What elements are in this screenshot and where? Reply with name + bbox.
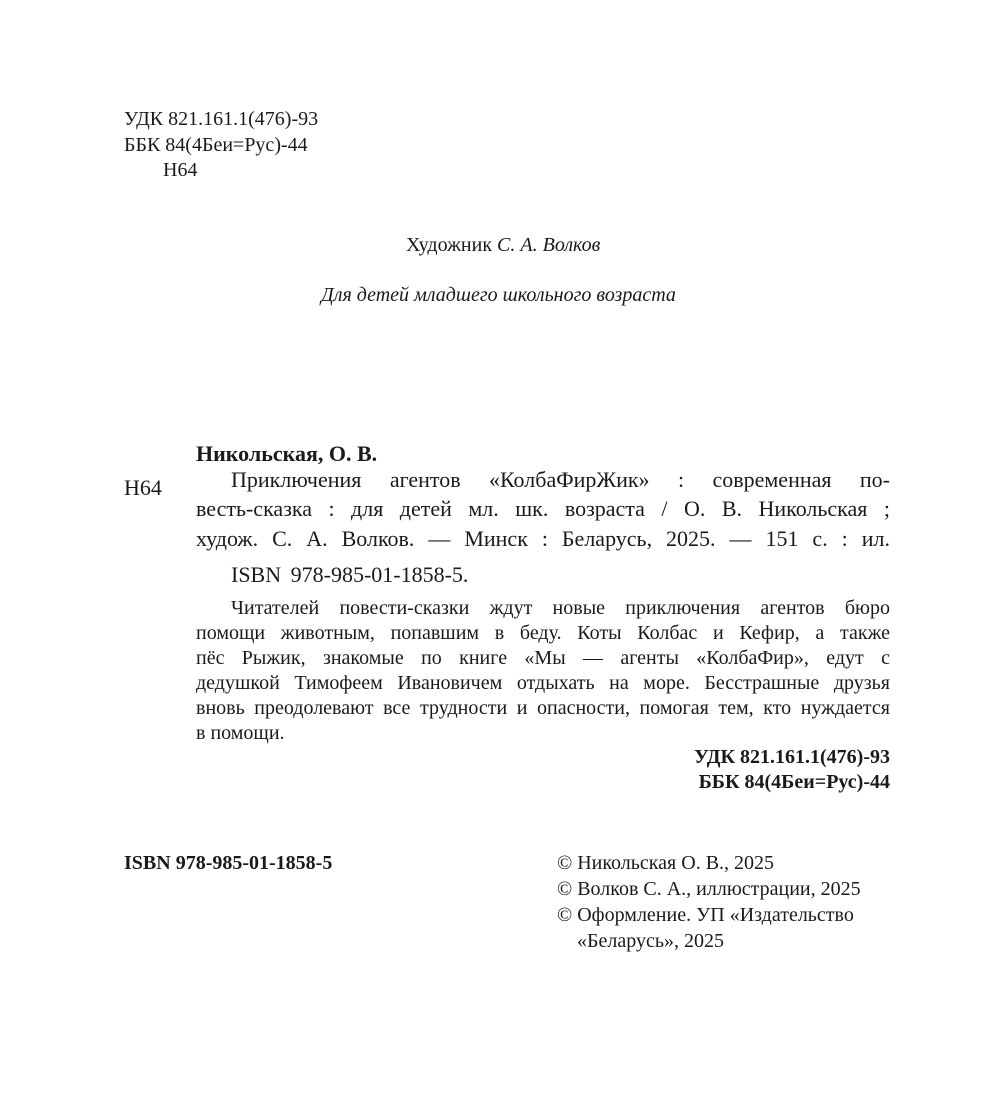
artist-label: Художник <box>406 234 493 256</box>
catalog-line-2: весть-сказка : для детей мл. шк. возраста / О. В. Никольская ; <box>196 496 890 521</box>
annotation-line-1: Читателей повести-сказки ждут новые приключения агентов бюро <box>231 597 890 619</box>
copyright-author: © Никольская О. В., 2025 <box>557 852 775 874</box>
catalog-isbn: ISBN 978-985-01-1858-5. <box>231 562 469 587</box>
annotation-line-5: вновь преодолевают все трудности и опасности, помогая тем, кто нуждается <box>196 697 890 719</box>
header-udk: УДК 821.161.1(476)-93 <box>124 108 319 130</box>
header-author-mark: Н64 <box>163 159 198 181</box>
catalog-line-3: худож. С. А. Волков. — Минск : Беларусь, 2025. — 151 с. : ил. <box>196 526 890 551</box>
copyright-design: © Оформление. УП «Издательство <box>557 904 854 926</box>
classification-udk: УДК 821.161.1(476)-93 <box>694 746 890 768</box>
audience-note: Для детей младшего школьного возраста <box>321 284 676 306</box>
footer-isbn: ISBN 978-985-01-1858-5 <box>124 852 333 874</box>
annotation-line-3: пёс Рыжик, знакомые по книге «Мы — агенты «КолбаФир», едут с <box>196 647 890 669</box>
artist-line <box>406 233 600 257</box>
annotation-line-4: дедушкой Тимофеем Ивановичем отдыхать на море. Бесстрашные друзья <box>196 672 890 694</box>
header-bbk: ББК 84(4Беи=Рус)-44 <box>124 134 308 156</box>
catalog-author-mark: Н64 <box>124 475 162 500</box>
artist-name: С. А. Волков <box>497 234 601 256</box>
classification-bbk: ББК 84(4Беи=Рус)-44 <box>698 771 890 793</box>
copyright-illustrator: © Волков С. А., иллюстрации, 2025 <box>557 878 861 900</box>
copyright-design-cont: «Беларусь», 2025 <box>577 930 724 952</box>
catalog-line-1: Приключения агентов «КолбаФирЖик» : современная по- <box>231 467 890 492</box>
catalog-author: Никольская, О. В. <box>196 441 378 466</box>
annotation-line-2: помощи животным, попавшим в беду. Коты Колбас и Кефир, а также <box>196 622 890 644</box>
annotation-line-6: в помощи. <box>196 722 285 744</box>
